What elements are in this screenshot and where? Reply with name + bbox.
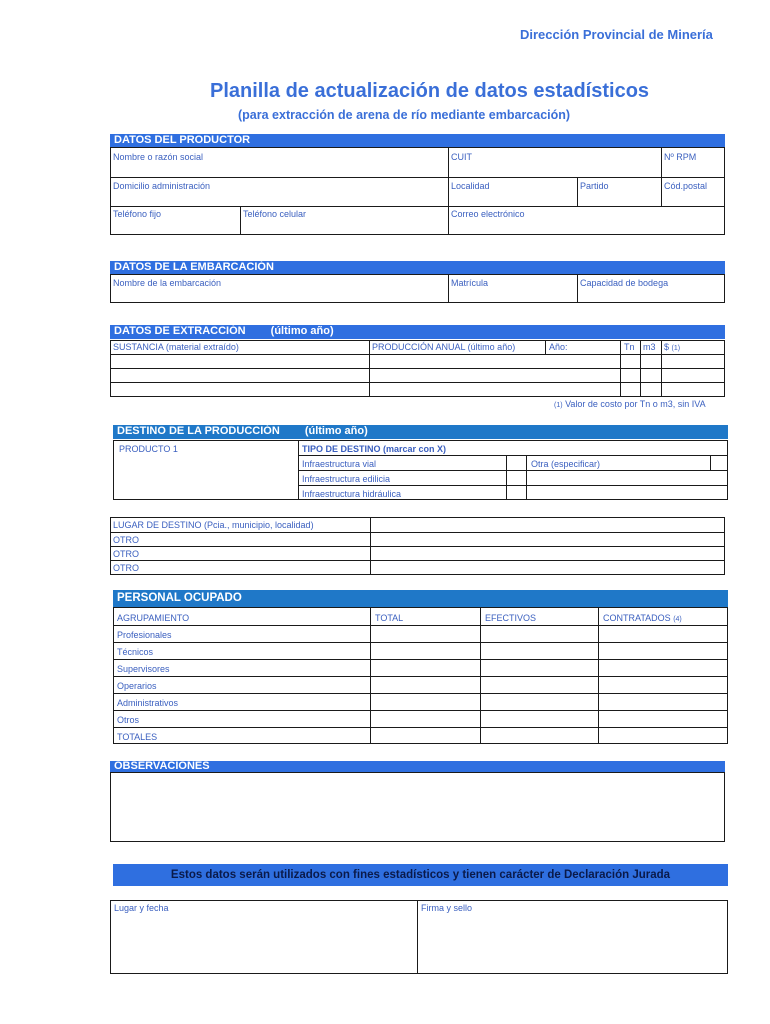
label-pesos <box>664 342 680 354</box>
label-nombre: Nombre o razón social <box>113 152 204 162</box>
row-supervisores: Supervisores <box>117 664 170 674</box>
option-hidraulica: Infraestructura hidráulica <box>302 489 402 499</box>
label-cod-postal: Cód.postal <box>664 181 708 191</box>
footnote-text: Valor de costo por Tn o m3, sin IVA <box>565 399 706 409</box>
org-name: Dirección Provincial de Minería <box>520 27 713 42</box>
option-vial: Infraestructura vial <box>302 459 377 469</box>
label-sustancia: SUSTANCIA (material extraído) <box>113 342 239 352</box>
label-tipo-destino: TIPO DE DESTINO (marcar con X) <box>302 444 447 454</box>
col-efectivos: EFECTIVOS <box>485 613 537 623</box>
section-embarcacion: DATOS DE LA EMBARCACIÓN <box>110 261 725 274</box>
label-capacidad: Capacidad de bodega <box>580 278 669 288</box>
option-edilicia: Infraestructura edilicia <box>302 474 391 484</box>
col-contratados <box>603 613 682 625</box>
row-profesionales: Profesionales <box>117 630 172 640</box>
label-localidad: Localidad <box>451 181 490 191</box>
row-tecnicos: Técnicos <box>117 647 154 657</box>
section-extraccion-period: (último año) <box>270 325 334 337</box>
section-productor: DATOS DEL PRODUCTOR <box>110 134 725 147</box>
pesos-symbol: $ <box>664 342 670 352</box>
label-lugar-fecha: Lugar y fecha <box>114 903 169 913</box>
label-tel-fijo: Teléfono fijo <box>113 209 162 219</box>
label-tel-celular: Teléfono celular <box>243 209 307 219</box>
section-personal: PERSONAL OCUPADO <box>113 590 728 607</box>
col-contratados-note: (4) <box>673 616 682 623</box>
label-produccion: PRODUCCIÓN ANUAL (último año) <box>372 342 516 352</box>
label-correo: Correo electrónico <box>451 209 525 219</box>
section-extraccion-title: DATOS DE EXTRACCIÓN <box>114 325 246 337</box>
label-otro-2: OTRO <box>113 549 139 559</box>
label-producto: PRODUCTO 1 <box>119 444 178 454</box>
page-subtitle: (para extracción de arena de río mediante embarcación) <box>238 108 571 122</box>
label-otro-1: OTRO <box>113 535 139 545</box>
declaracion-banner: Estos datos serán utilizados con fines estadísticos y tienen carácter de Declaración Jurada <box>113 864 728 886</box>
extraccion-footnote <box>554 399 706 411</box>
footnote-mark: (1) <box>554 402 563 409</box>
option-otra: Otra (especificar) <box>531 459 601 469</box>
row-totales: TOTALES <box>117 732 158 742</box>
row-operarios: Operarios <box>117 681 157 691</box>
label-embarcacion: Nombre de la embarcación <box>113 278 222 288</box>
label-matricula: Matrícula <box>451 278 489 288</box>
label-firma-sello: Firma y sello <box>421 903 473 913</box>
label-otro-3: OTRO <box>113 563 139 573</box>
section-destino-period: (último año) <box>304 425 368 437</box>
col-contratados-label: CONTRATADOS <box>603 613 671 623</box>
observaciones-field[interactable] <box>110 772 725 842</box>
col-total: TOTAL <box>375 613 404 623</box>
label-tn: Tn <box>624 342 635 352</box>
label-rpm: Nº RPM <box>664 152 697 162</box>
section-destino-title: DESTINO DE LA PRODUCCIÓN <box>117 425 280 437</box>
row-administrativos: Administrativos <box>117 698 179 708</box>
page-title: Planilla de actualización de datos estadísticos <box>210 80 650 102</box>
section-destino <box>113 425 728 439</box>
label-partido: Partido <box>580 181 609 191</box>
firma-table <box>110 900 728 974</box>
section-observaciones: OBSERVACIONES <box>110 761 725 772</box>
row-otros: Otros <box>117 715 140 725</box>
label-domicilio: Domicilio administración <box>113 181 211 191</box>
label-cuit: CUIT <box>451 152 472 162</box>
label-lugar-destino: LUGAR DE DESTINO (Pcia., municipio, localidad) <box>113 520 314 530</box>
section-extraccion <box>110 325 725 339</box>
label-anio: Año: <box>549 342 568 352</box>
label-m3: m3 <box>643 342 656 352</box>
col-agrupamiento: AGRUPAMIENTO <box>117 613 190 623</box>
pesos-note: (1) <box>671 345 681 352</box>
